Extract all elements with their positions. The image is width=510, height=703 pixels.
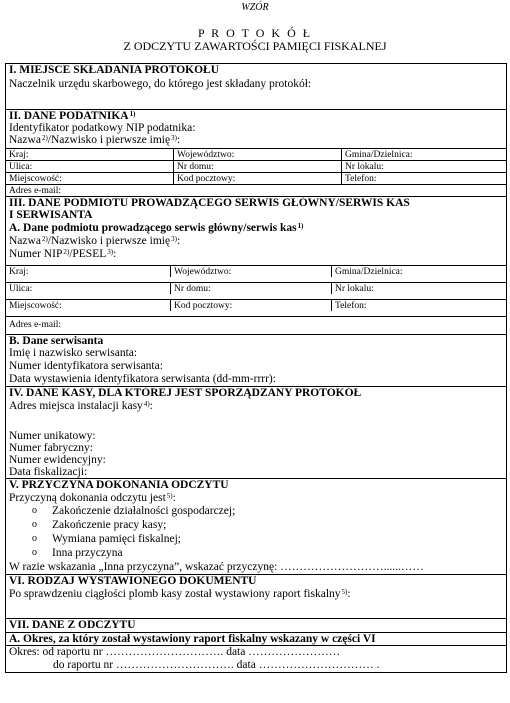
section-7-heading: VII. DANE Z ODCZYTU (6, 618, 506, 632)
section-3a-heading: A. Dane podmiotu prowadzącego serwis główny/serwis kas $^{1)}$ (9, 222, 304, 234)
section-3-heading: III. DANE PODMIOTU PROWADZĄCEGO SERWIS GŁÓWNY/SERWIS KAS I SERWISANTA (6, 196, 506, 222)
reason-option-memory-replacement[interactable]: o Wymiana pamięci fiskalnej; (32, 533, 181, 545)
service-name-field[interactable]: Nazwa $^{2)}$ /Nazwisko i pierwsze imię $^{3)}$ : (9, 235, 181, 247)
taxpayer-flat-field[interactable]: Nr lokalu: (341, 161, 506, 172)
section-5-heading: V. PRZYCZYNA DOKONANIA ODCZYTU (6, 478, 506, 492)
taxpayer-nip-field[interactable]: Identyfikator podatkowy NIP podatnika: (9, 122, 196, 134)
taxpayer-city-field[interactable]: Miejscowość: (9, 174, 62, 184)
service-phone-field[interactable]: Telefon: (331, 300, 506, 311)
service-postcode-field[interactable]: Kod pocztowy: (170, 300, 331, 311)
section-2-heading: II. DANE PODATNIKA $^{1)}$ (6, 109, 506, 122)
section-4-heading: IV. DANE KASY, DLA KTÓREJ JEST SPORZĄDZANY PROTOKÓŁ (6, 386, 506, 400)
service-address-row (6, 299, 506, 316)
reason-option-other[interactable]: o Inna przyczyna (32, 547, 123, 559)
taxpayer-address-row (6, 172, 506, 184)
other-reason-field[interactable]: W razie wskazania „Inna przyczyna”, wskazać przyczynę: ………………………......…… (9, 561, 424, 573)
taxpayer-postcode-field[interactable]: Kod pocztowy: (173, 173, 341, 184)
fiscal-report-field[interactable]: Po sprawdzeniu ciągłości plomb kasy został wystawiony raport fiskalny $^{5)}$ : (9, 588, 351, 600)
protocol-form (5, 63, 507, 673)
reading-reason-label: Przyczyną dokonania odczytu jest $^{5)}$ : (9, 492, 176, 504)
template-mark: WZÓR (241, 2, 269, 13)
service-city-field[interactable]: Miejscowość: (9, 301, 62, 311)
checkbox-icon: o (32, 547, 37, 558)
checkbox-icon: o (32, 533, 37, 544)
service-country-field[interactable]: Kraj: (9, 267, 29, 277)
taxpayer-country-field[interactable]: Kraj: (9, 150, 29, 160)
taxpayer-voivodeship-field[interactable]: Województwo: (173, 149, 341, 160)
service-street-field[interactable]: Ulica: (9, 284, 33, 294)
technician-id-date-field[interactable]: Data wystawienia identyfikatora serwisanta (dd-mm-rrrr): (9, 373, 276, 385)
taxpayer-address-row (6, 148, 506, 160)
technician-name-field[interactable]: Imię i nazwisko serwisanta: (9, 347, 138, 359)
section-1-heading: I. MIEJSCE SKŁADANIA PROTOKOŁU (9, 64, 220, 76)
taxpayer-phone-field[interactable]: Telefon: (341, 173, 506, 184)
document-subtitle: Z ODCZYTU ZAWARTOŚCI PAMIĘCI FISKALNEJ (123, 39, 387, 53)
taxpayer-street-field[interactable]: Ulica: (9, 162, 33, 172)
checkbox-icon: o (32, 505, 37, 516)
taxpayer-name-field[interactable]: Nazwa $^{2)}$ /Nazwisko i pierwsze imię $^{3)}$ : (9, 134, 181, 146)
service-municipality-field[interactable]: Gmina/Dzielnica: (331, 266, 506, 277)
tax-office-field[interactable]: Naczelnik urzędu skarbowego, do którego jest składany protokół: (9, 78, 312, 90)
reason-option-closure[interactable]: o Zakończenie działalności gospodarczej; (32, 505, 236, 517)
service-email-field[interactable]: Adres e-mail: (6, 316, 506, 334)
section-6-heading: VI. RODZAJ WYSTAWIONEGO DOKUMENTU (6, 574, 506, 588)
fiscalization-date-field[interactable]: Data fiskalizacji: (9, 466, 88, 478)
section-7a-heading: A. Okres, za który został wystawiony raport fiskalny wskazany w części VI (6, 632, 506, 645)
section-3b-heading: B. Dane serwisanta (6, 334, 506, 347)
unique-number-field[interactable]: Numer unikatowy: (9, 430, 96, 442)
technician-id-field[interactable]: Numer identyfikatora serwisanta: (9, 360, 163, 372)
service-address-row (6, 282, 506, 299)
service-house-field[interactable]: Nr domu: (170, 283, 331, 294)
service-voivodeship-field[interactable]: Województwo: (170, 266, 331, 277)
factory-number-field[interactable]: Numer fabryczny: (9, 442, 93, 454)
checkbox-icon: o (32, 519, 37, 530)
taxpayer-municipality-field[interactable]: Gmina/Dzielnica: (341, 149, 506, 160)
taxpayer-house-field[interactable]: Nr domu: (173, 161, 341, 172)
taxpayer-email-field[interactable]: Adres e-mail: (6, 184, 506, 196)
service-flat-field[interactable]: Nr lokalu: (331, 283, 506, 294)
document-title: P R O T O K Ó Ł (197, 26, 313, 40)
installation-address-field[interactable]: Adres miejsca instalacji kasy $^{4)}$ : (9, 400, 153, 412)
service-nip-pesel-field[interactable]: Numer NIP $^{2)}$ /PESEL $^{3)}$ : (9, 248, 117, 260)
reason-option-end-of-use[interactable]: o Zakończenie pracy kasy; (32, 519, 167, 531)
taxpayer-address-row (6, 160, 506, 172)
service-address-row (6, 265, 506, 282)
report-from-field[interactable]: Okres: od raportu nr …………………………. data …………………… (6, 645, 506, 659)
report-to-field[interactable]: do raportu nr …………………………. data ………………………… . (53, 659, 380, 671)
registration-number-field[interactable]: Numer ewidencyjny: (9, 454, 106, 466)
